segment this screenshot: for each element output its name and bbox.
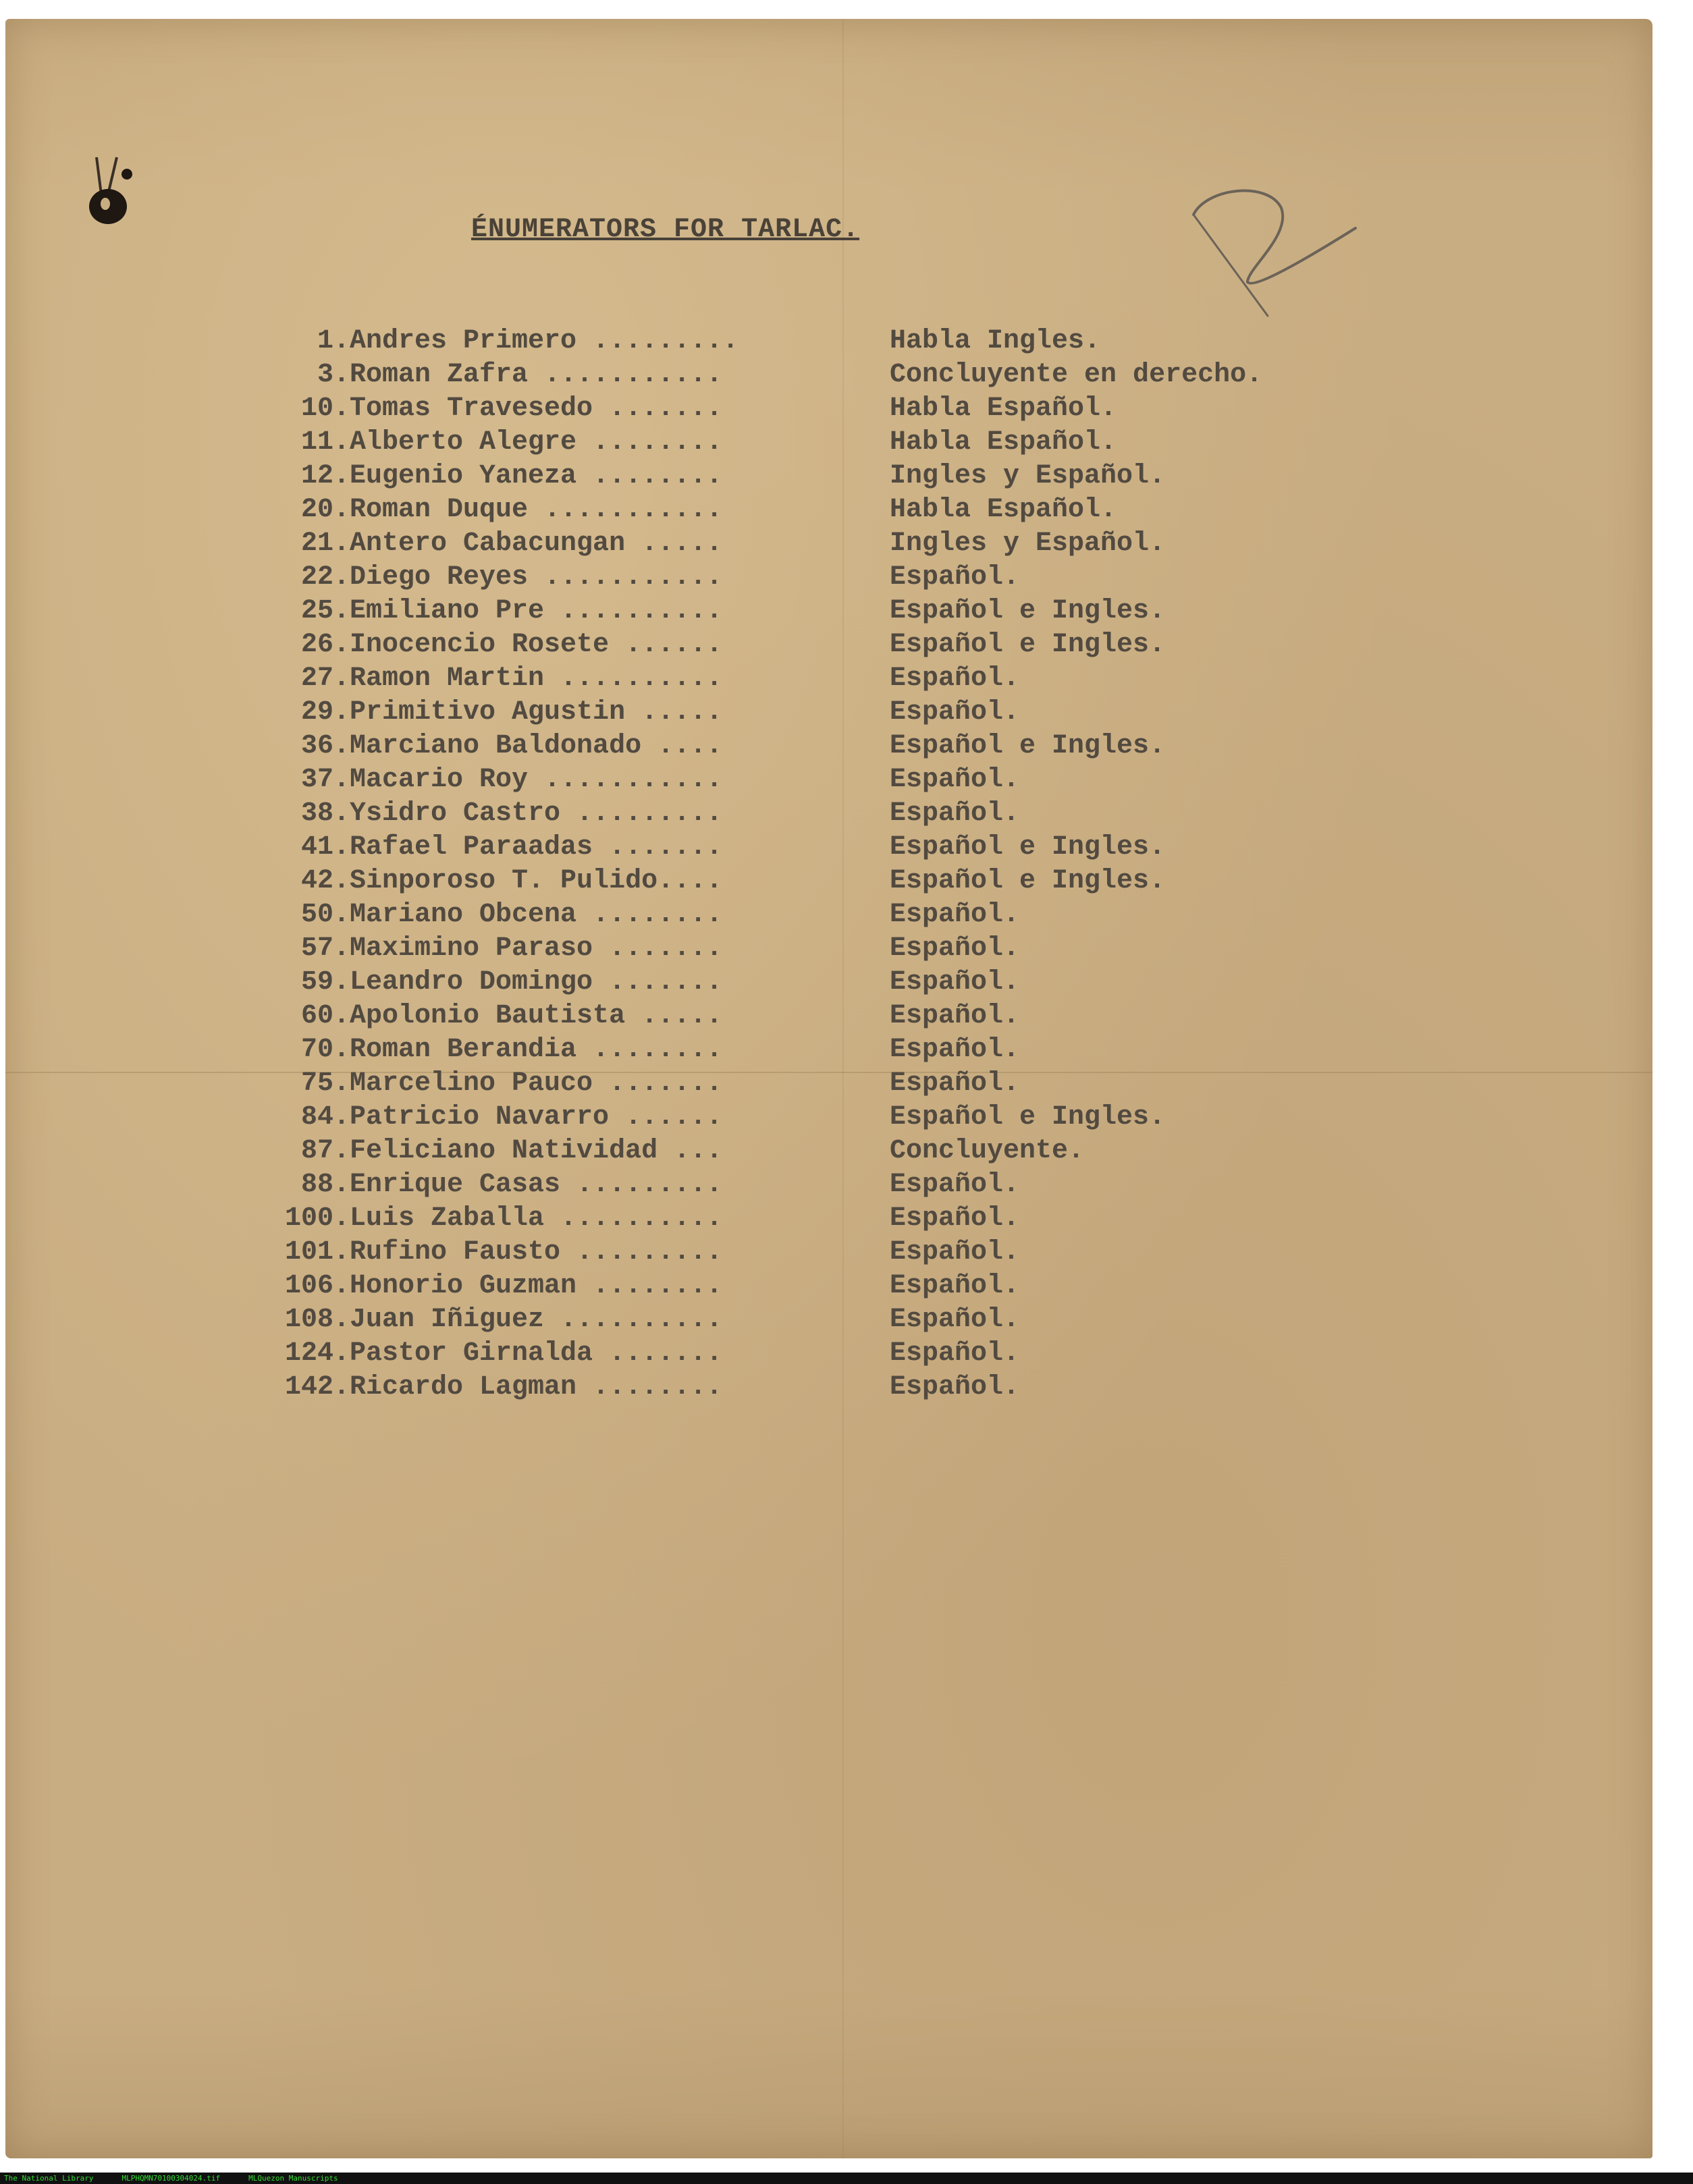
- enumerator-name: Honorio Guzman ........: [350, 1270, 723, 1301]
- enumerator-list: [228, 324, 1262, 1404]
- enumerator-name: Andres Primero .........: [350, 325, 739, 356]
- entry-number: 26.: [300, 629, 350, 660]
- entry-number: 59.: [300, 966, 350, 998]
- language-note: Español e Ingles.: [890, 831, 1166, 863]
- list-item: [228, 1303, 1262, 1336]
- language-note: Español.: [890, 899, 1020, 930]
- language-note: Español.: [890, 1203, 1020, 1234]
- list-item: [228, 999, 1262, 1033]
- language-note: Español.: [890, 933, 1020, 964]
- list-item: [228, 796, 1262, 830]
- language-note: Español.: [890, 1304, 1020, 1335]
- entry-number: 101.: [284, 1236, 350, 1267]
- list-item: [228, 391, 1262, 425]
- enumerator-name: Diego Reyes ...........: [350, 562, 723, 593]
- entry-number: 36.: [300, 730, 350, 761]
- enumerator-name: Tomas Travesedo .......: [350, 393, 723, 424]
- language-note: Español.: [890, 1169, 1020, 1200]
- enumerator-name: Rufino Fausto .........: [350, 1236, 723, 1267]
- list-item: [228, 324, 1262, 358]
- list-item: [228, 931, 1262, 965]
- entry-number: 88.: [300, 1169, 350, 1200]
- enumerator-name: Mariano Obcena ........: [350, 899, 723, 930]
- entry-number: 142.: [284, 1371, 350, 1402]
- enumerator-name: Ramon Martin ..........: [350, 663, 723, 694]
- list-item: [228, 1336, 1262, 1370]
- enumerator-name: Primitivo Agustin .....: [350, 697, 723, 728]
- list-item: [228, 560, 1262, 594]
- language-note: Español e Ingles.: [890, 730, 1166, 761]
- enumerator-name: Roman Zafra ...........: [350, 359, 723, 390]
- language-note: Español.: [890, 798, 1020, 829]
- language-note: Ingles y Español.: [890, 528, 1166, 559]
- entry-number: 106.: [284, 1270, 350, 1301]
- list-item: [228, 1235, 1262, 1269]
- entry-number: 41.: [300, 831, 350, 863]
- list-item: [228, 1370, 1262, 1404]
- list-item: [228, 830, 1262, 864]
- enumerator-name: Alberto Alegre ........: [350, 427, 723, 458]
- language-note: Español e Ingles.: [890, 595, 1166, 626]
- enumerator-name: Ricardo Lagman ........: [350, 1371, 723, 1402]
- pencil-number-mark-icon: [1166, 174, 1369, 350]
- enumerator-name: Enrique Casas .........: [350, 1169, 723, 1200]
- enumerator-name: Eugenio Yaneza ........: [350, 460, 723, 491]
- language-note: Español.: [890, 663, 1020, 694]
- enumerator-name: Rafael Paraadas .......: [350, 831, 723, 863]
- language-note: Español e Ingles.: [890, 1101, 1166, 1132]
- enumerator-name: Marcelino Pauco .......: [350, 1068, 723, 1099]
- list-item: [228, 1066, 1262, 1100]
- language-note: Español.: [890, 1338, 1020, 1369]
- entry-number: 10.: [300, 393, 350, 424]
- list-item: [228, 1134, 1262, 1168]
- entry-number: 57.: [300, 933, 350, 964]
- language-note: Español.: [890, 562, 1020, 593]
- language-note: Habla Ingles.: [890, 325, 1101, 356]
- list-item: [228, 898, 1262, 931]
- entry-number: 22.: [300, 562, 350, 593]
- enumerator-name: Luis Zaballa ..........: [350, 1203, 723, 1234]
- footer-collection: MLQuezon Manuscripts: [248, 2174, 338, 2183]
- entry-number: 25.: [300, 595, 350, 626]
- enumerator-name: Roman Duque ...........: [350, 494, 723, 525]
- language-note: Ingles y Español.: [890, 460, 1166, 491]
- list-item: [228, 358, 1262, 391]
- entry-number: 100.: [284, 1203, 350, 1234]
- language-note: Español e Ingles.: [890, 865, 1166, 896]
- entry-number: 124.: [284, 1338, 350, 1369]
- language-note: Habla Español.: [890, 427, 1117, 458]
- list-item: [228, 864, 1262, 898]
- enumerator-name: Antero Cabacungan .....: [350, 528, 723, 559]
- list-item: [228, 459, 1262, 493]
- footer-library: The National Library: [4, 2174, 94, 2183]
- archive-footer-bar: [0, 2173, 1693, 2184]
- entry-number: 1.: [317, 325, 350, 356]
- language-note: Español.: [890, 697, 1020, 728]
- language-note: Español.: [890, 1000, 1020, 1031]
- list-item: [228, 661, 1262, 695]
- list-item: [228, 729, 1262, 763]
- enumerator-name: Marciano Baldonado ....: [350, 730, 723, 761]
- language-note: Español.: [890, 1068, 1020, 1099]
- enumerator-name: Juan Iñiguez ..........: [350, 1304, 723, 1335]
- list-item: [228, 695, 1262, 729]
- enumerator-name: Inocencio Rosete ......: [350, 629, 723, 660]
- language-note: Español.: [890, 1034, 1020, 1065]
- enumerator-name: Macario Roy ...........: [350, 764, 723, 795]
- language-note: Español.: [890, 764, 1020, 795]
- list-item: [228, 965, 1262, 999]
- enumerator-name: Feliciano Natividad ...: [350, 1135, 723, 1166]
- list-item: [228, 493, 1262, 526]
- list-item: [228, 1100, 1262, 1134]
- list-item: [228, 1033, 1262, 1066]
- entry-number: 70.: [300, 1034, 350, 1065]
- footer-file: MLPHQMN70100304024.tif: [122, 2174, 221, 2183]
- list-item: [228, 1201, 1262, 1235]
- list-item: [228, 526, 1262, 560]
- language-note: Español.: [890, 966, 1020, 998]
- language-note: Español.: [890, 1236, 1020, 1267]
- entry-number: 20.: [300, 494, 350, 525]
- entry-number: 37.: [300, 764, 350, 795]
- enumerator-name: Roman Berandia ........: [350, 1034, 723, 1065]
- entry-number: 75.: [300, 1068, 350, 1099]
- enumerator-name: Patricio Navarro ......: [350, 1101, 723, 1132]
- entry-number: 3.: [317, 359, 350, 390]
- language-note: Concluyente.: [890, 1135, 1085, 1166]
- ink-stain-icon: [80, 154, 134, 228]
- entry-number: 29.: [300, 697, 350, 728]
- list-item: [228, 1269, 1262, 1303]
- enumerator-name: Emiliano Pre ..........: [350, 595, 723, 626]
- entry-number: 50.: [300, 899, 350, 930]
- enumerator-name: Pastor Girnalda .......: [350, 1338, 723, 1369]
- language-note: Concluyente en derecho.: [890, 359, 1263, 390]
- language-note: Español.: [890, 1371, 1020, 1402]
- entry-number: 84.: [300, 1101, 350, 1132]
- enumerator-name: Apolonio Bautista .....: [350, 1000, 723, 1031]
- list-item: [228, 425, 1262, 459]
- list-item: [228, 1168, 1262, 1201]
- list-item: [228, 628, 1262, 661]
- list-item: [228, 763, 1262, 796]
- enumerator-name: Ysidro Castro .........: [350, 798, 723, 829]
- entry-number: 38.: [300, 798, 350, 829]
- language-note: Español.: [890, 1270, 1020, 1301]
- list-item: [228, 594, 1262, 628]
- enumerator-name: Maximino Paraso .......: [350, 933, 723, 964]
- language-note: Habla Español.: [890, 393, 1117, 424]
- entry-number: 87.: [300, 1135, 350, 1166]
- entry-number: 21.: [300, 528, 350, 559]
- entry-number: 42.: [300, 865, 350, 896]
- entry-number: 27.: [300, 663, 350, 694]
- enumerator-name: Sinporoso T. Pulido....: [350, 865, 723, 896]
- enumerator-name: Leandro Domingo .......: [350, 966, 723, 998]
- language-note: Habla Español.: [890, 494, 1117, 525]
- paper-sheet: [5, 19, 1652, 2158]
- entry-number: 12.: [300, 460, 350, 491]
- entry-number: 11.: [300, 427, 350, 458]
- document-title: ÉNUMERATORS FOR TARLAC.: [471, 215, 860, 245]
- entry-number: 108.: [284, 1304, 350, 1335]
- entry-number: 60.: [300, 1000, 350, 1031]
- language-note: Español e Ingles.: [890, 629, 1166, 660]
